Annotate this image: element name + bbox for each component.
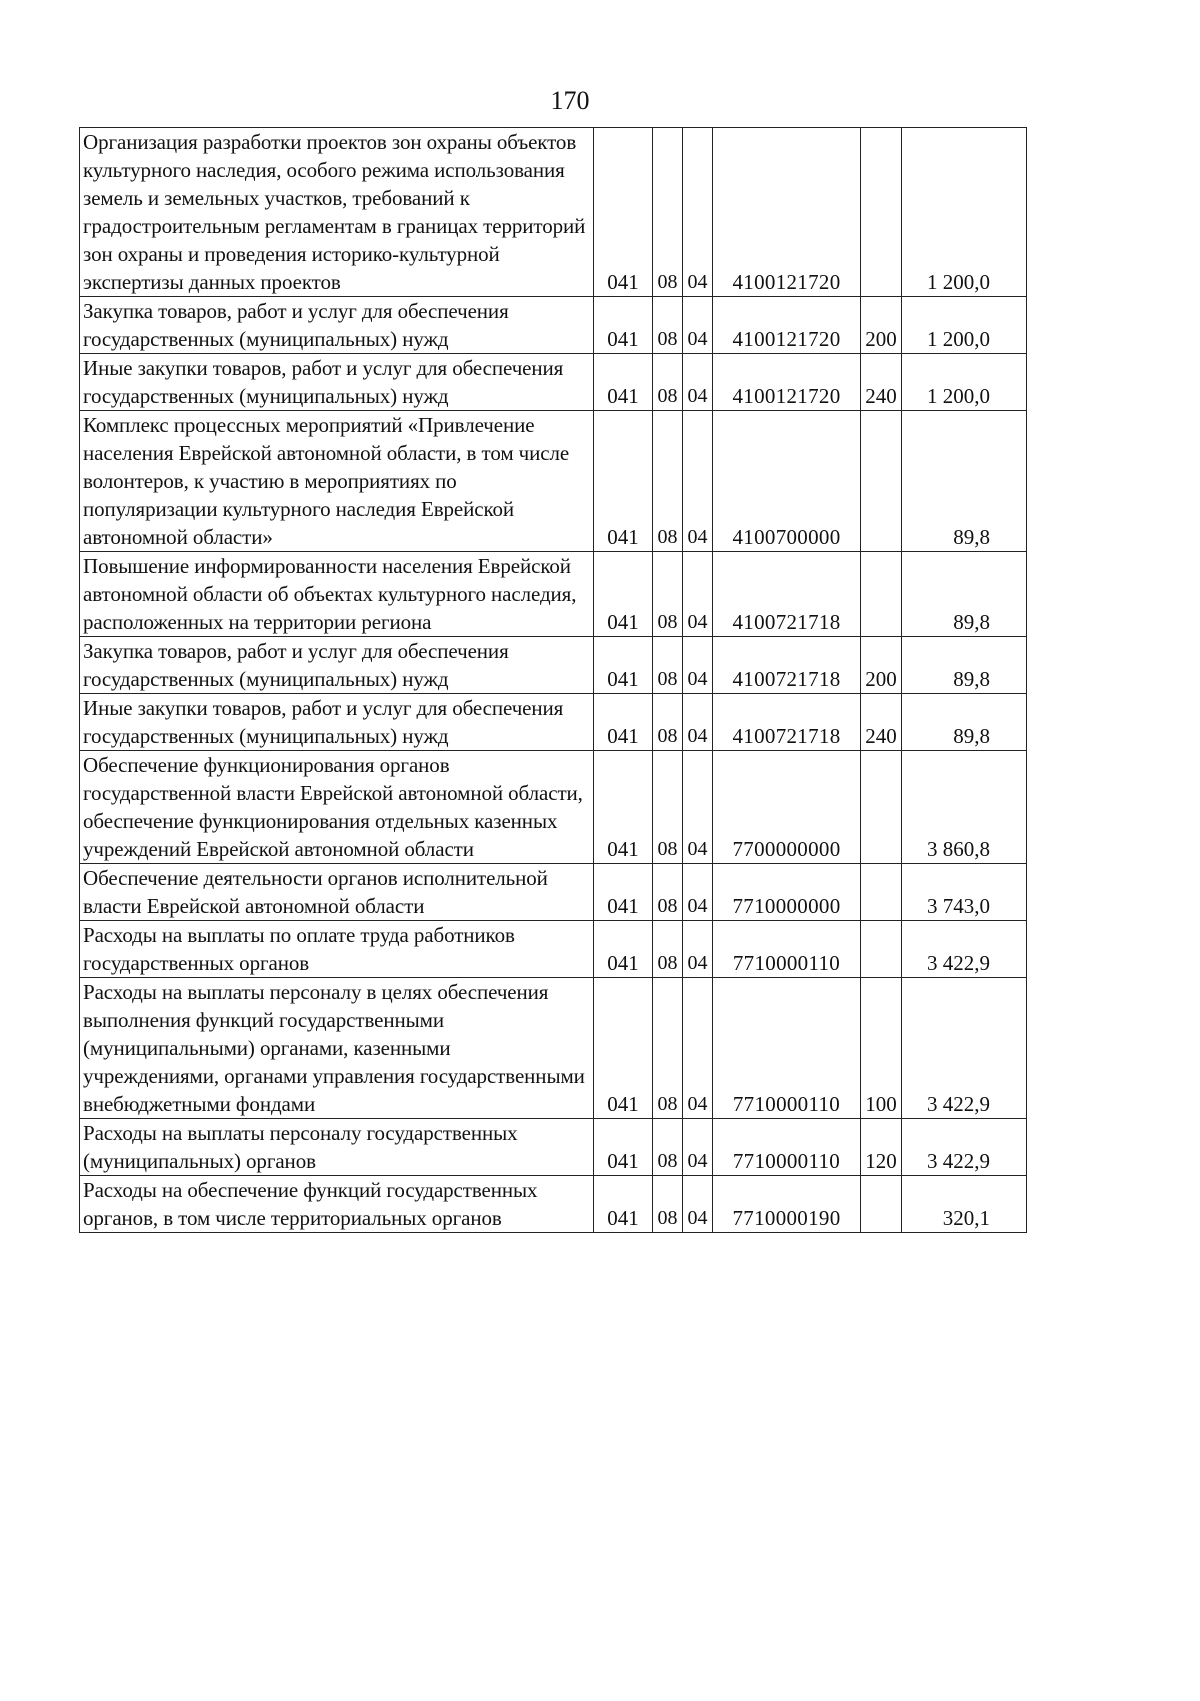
- row-subsection-code: 04: [683, 1119, 713, 1176]
- row-grbs-code: 041: [594, 864, 653, 921]
- page-number: 170: [550, 86, 590, 115]
- row-sum: 3 422,9: [902, 921, 1027, 978]
- row-grbs-code: 041: [594, 694, 653, 751]
- row-subsection-code: 04: [683, 297, 713, 354]
- row-name: Расходы на выплаты персоналу государственных (муниципальных) органов: [80, 1119, 594, 1176]
- row-subsection-code: 04: [683, 552, 713, 637]
- row-section-code: 08: [653, 297, 683, 354]
- row-name: Организация разработки проектов зон охраны объектов культурного наследия, особого режима использования земель и земельных участков, требований к градостроительным регламентам в границах территорий зон охраны и проведения историко-культурной экспертизы данных проектов: [80, 128, 594, 297]
- row-sum: 1 200,0: [902, 128, 1027, 297]
- row-expense-type: 240: [861, 694, 902, 751]
- row-sum: 3 422,9: [902, 1119, 1027, 1176]
- row-subsection-code: 04: [683, 751, 713, 864]
- table-row: [80, 1119, 1027, 1176]
- row-subsection-code: 04: [683, 354, 713, 411]
- table-row: [80, 921, 1027, 978]
- budget-table: [79, 127, 1027, 1233]
- row-sum: 89,8: [902, 694, 1027, 751]
- row-section-code: 08: [653, 128, 683, 297]
- row-sum: 3 422,9: [902, 978, 1027, 1119]
- row-name: Обеспечение функционирования органов государственной власти Еврейской автономной области, обеспечение функционирования отдельных казенных учреждений Еврейской автономной области: [80, 751, 594, 864]
- table-row: [80, 978, 1027, 1119]
- row-section-code: 08: [653, 921, 683, 978]
- row-sum: 1 200,0: [902, 354, 1027, 411]
- row-name: Комплекс процессных мероприятий «Привлечение населения Еврейской автономной области, в том числе волонтеров, к участию в мероприятиях по популяризации культурного наследия Еврейской автономной области»: [80, 411, 594, 552]
- row-target-article: 7710000110: [713, 978, 861, 1119]
- row-section-code: 08: [653, 411, 683, 552]
- table-row: [80, 552, 1027, 637]
- row-target-article: 4100721718: [713, 637, 861, 694]
- row-subsection-code: 04: [683, 921, 713, 978]
- table-row: [80, 354, 1027, 411]
- table-row: [80, 637, 1027, 694]
- row-grbs-code: 041: [594, 978, 653, 1119]
- row-section-code: 08: [653, 1119, 683, 1176]
- row-name: Расходы на выплаты по оплате труда работников государственных органов: [80, 921, 594, 978]
- row-section-code: 08: [653, 751, 683, 864]
- table-row: [80, 694, 1027, 751]
- row-grbs-code: 041: [594, 552, 653, 637]
- table-row: [80, 128, 1027, 297]
- row-grbs-code: 041: [594, 128, 653, 297]
- row-subsection-code: 04: [683, 411, 713, 552]
- row-name: Иные закупки товаров, работ и услуг для обеспечения государственных (муниципальных) нужд: [80, 354, 594, 411]
- row-sum: 89,8: [902, 637, 1027, 694]
- row-expense-type: [861, 1176, 902, 1233]
- row-target-article: 4100700000: [713, 411, 861, 552]
- table-row: [80, 297, 1027, 354]
- row-section-code: 08: [653, 354, 683, 411]
- row-name: Закупка товаров, работ и услуг для обеспечения государственных (муниципальных) нужд: [80, 297, 594, 354]
- row-expense-type: [861, 864, 902, 921]
- row-expense-type: 200: [861, 297, 902, 354]
- row-section-code: 08: [653, 637, 683, 694]
- table-row: [80, 751, 1027, 864]
- row-grbs-code: 041: [594, 297, 653, 354]
- row-subsection-code: 04: [683, 637, 713, 694]
- row-expense-type: [861, 751, 902, 864]
- row-target-article: 7710000110: [713, 1119, 861, 1176]
- row-name: Закупка товаров, работ и услуг для обеспечения государственных (муниципальных) нужд: [80, 637, 594, 694]
- row-target-article: 7700000000: [713, 751, 861, 864]
- row-target-article: 7710000000: [713, 864, 861, 921]
- row-name: Повышение информированности населения Еврейской автономной области об объектах культурного наследия, расположенных на территории региона: [80, 552, 594, 637]
- row-expense-type: [861, 921, 902, 978]
- row-subsection-code: 04: [683, 128, 713, 297]
- row-grbs-code: 041: [594, 411, 653, 552]
- row-name: Иные закупки товаров, работ и услуг для обеспечения государственных (муниципальных) нужд: [80, 694, 594, 751]
- row-expense-type: 240: [861, 354, 902, 411]
- row-section-code: 08: [653, 694, 683, 751]
- row-section-code: 08: [653, 1176, 683, 1233]
- budget-table-body: [80, 128, 1027, 1233]
- row-expense-type: 120: [861, 1119, 902, 1176]
- row-section-code: 08: [653, 552, 683, 637]
- row-grbs-code: 041: [594, 637, 653, 694]
- row-target-article: 7710000110: [713, 921, 861, 978]
- row-target-article: 4100121720: [713, 354, 861, 411]
- row-target-article: 4100721718: [713, 552, 861, 637]
- row-grbs-code: 041: [594, 354, 653, 411]
- row-section-code: 08: [653, 978, 683, 1119]
- table-row: [80, 1176, 1027, 1233]
- row-name: Обеспечение деятельности органов исполнительной власти Еврейской автономной области: [80, 864, 594, 921]
- row-name: Расходы на выплаты персоналу в целях обеспечения выполнения функций государственными (муниципальными) органами, казенными учреждениями, органами управления государственными внебюджетными фондами: [80, 978, 594, 1119]
- row-target-article: 4100121720: [713, 128, 861, 297]
- row-subsection-code: 04: [683, 864, 713, 921]
- table-row: [80, 864, 1027, 921]
- row-name: Расходы на обеспечение функций государственных органов, в том числе территориальных органов: [80, 1176, 594, 1233]
- table-row: [80, 411, 1027, 552]
- row-expense-type: [861, 552, 902, 637]
- row-subsection-code: 04: [683, 978, 713, 1119]
- row-sum: 89,8: [902, 552, 1027, 637]
- row-sum: 3 743,0: [902, 864, 1027, 921]
- row-sum: 89,8: [902, 411, 1027, 552]
- row-target-article: 4100121720: [713, 297, 861, 354]
- row-target-article: 4100721718: [713, 694, 861, 751]
- row-expense-type: [861, 128, 902, 297]
- row-subsection-code: 04: [683, 694, 713, 751]
- row-grbs-code: 041: [594, 1119, 653, 1176]
- row-sum: 320,1: [902, 1176, 1027, 1233]
- row-subsection-code: 04: [683, 1176, 713, 1233]
- row-expense-type: 100: [861, 978, 902, 1119]
- row-grbs-code: 041: [594, 921, 653, 978]
- row-grbs-code: 041: [594, 751, 653, 864]
- row-sum: 3 860,8: [902, 751, 1027, 864]
- row-section-code: 08: [653, 864, 683, 921]
- row-expense-type: [861, 411, 902, 552]
- row-grbs-code: 041: [594, 1176, 653, 1233]
- row-target-article: 7710000190: [713, 1176, 861, 1233]
- row-expense-type: 200: [861, 637, 902, 694]
- row-sum: 1 200,0: [902, 297, 1027, 354]
